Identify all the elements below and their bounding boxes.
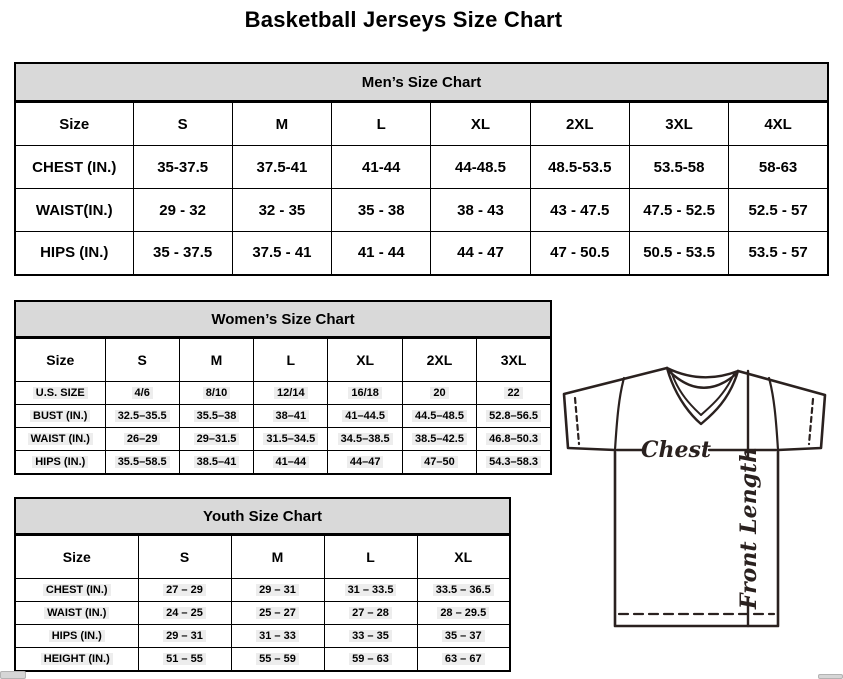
size-cell: 47–50 xyxy=(402,451,476,474)
size-cell: 22 xyxy=(477,382,551,405)
womens-size-table xyxy=(14,338,552,475)
table-row xyxy=(15,146,828,189)
size-cell: 50.5 - 53.5 xyxy=(629,232,728,275)
table-row xyxy=(15,602,510,625)
size-cell: 52.5 - 57 xyxy=(729,189,828,232)
size-cell: 34.5–38.5 xyxy=(328,428,402,451)
row-label: HIPS (IN.) xyxy=(15,451,105,474)
size-cell: 47.5 - 52.5 xyxy=(629,189,728,232)
size-cell: 41-44 xyxy=(332,146,431,189)
size-table xyxy=(14,102,829,276)
size-cell: 44-48.5 xyxy=(431,146,530,189)
youth-chart-caption: Youth Size Chart xyxy=(14,497,511,535)
size-cell: 38.5–41 xyxy=(179,451,253,474)
size-cell: 33.5 – 36.5 xyxy=(417,579,510,602)
jersey-measurement-diagram xyxy=(552,358,836,658)
column-header: XL xyxy=(417,536,510,579)
row-label: BUST (IN.) xyxy=(15,405,105,428)
size-cell: 41–44.5 xyxy=(328,405,402,428)
column-header: L xyxy=(332,103,431,146)
size-cell: 27 – 29 xyxy=(138,579,231,602)
size-table xyxy=(14,338,552,475)
size-cell: 35 - 38 xyxy=(332,189,431,232)
column-header: L xyxy=(254,339,328,382)
table-row xyxy=(15,382,551,405)
size-cell: 37.5-41 xyxy=(232,146,331,189)
page-title: Basketball Jerseys Size Chart xyxy=(244,7,563,32)
header-row xyxy=(15,339,551,382)
mens-size-chart xyxy=(14,62,829,276)
size-cell: 20 xyxy=(402,382,476,405)
column-header: M xyxy=(179,339,253,382)
size-cell: 31 – 33.5 xyxy=(324,579,417,602)
size-cell: 16/18 xyxy=(328,382,402,405)
size-cell: 55 – 59 xyxy=(231,648,324,671)
size-cell: 41–44 xyxy=(254,451,328,474)
size-cell: 35 – 37 xyxy=(417,625,510,648)
row-label: WAIST (IN.) xyxy=(15,602,138,625)
table-row xyxy=(15,428,551,451)
column-header: S xyxy=(105,339,179,382)
size-cell: 38 - 43 xyxy=(431,189,530,232)
size-cell: 48.5-53.5 xyxy=(530,146,629,189)
size-cell: 51 – 55 xyxy=(138,648,231,671)
mens-size-table xyxy=(14,102,829,276)
mens-chart-caption: Men’s Size Chart xyxy=(14,62,829,102)
column-header: 2XL xyxy=(402,339,476,382)
header-row xyxy=(15,536,510,579)
table-row xyxy=(15,625,510,648)
size-cell: 32.5–35.5 xyxy=(105,405,179,428)
size-cell: 31.5–34.5 xyxy=(254,428,328,451)
size-cell: 59 – 63 xyxy=(324,648,417,671)
womens-size-chart xyxy=(14,300,552,475)
column-header: 3XL xyxy=(477,339,551,382)
size-cell: 38.5–42.5 xyxy=(402,428,476,451)
size-cell: 37.5 - 41 xyxy=(232,232,331,275)
table-row xyxy=(15,405,551,428)
size-cell: 12/14 xyxy=(254,382,328,405)
jersey-outline xyxy=(564,368,825,626)
size-cell: 25 – 27 xyxy=(231,602,324,625)
size-cell: 29–31.5 xyxy=(179,428,253,451)
row-label: HIPS (IN.) xyxy=(15,625,138,648)
row-label: WAIST (IN.) xyxy=(15,428,105,451)
size-cell: 44 - 47 xyxy=(431,232,530,275)
front-length-label: Front Length xyxy=(736,446,762,610)
column-header: L xyxy=(324,536,417,579)
size-cell: 53.5-58 xyxy=(629,146,728,189)
size-cell: 31 – 33 xyxy=(231,625,324,648)
youth-size-chart xyxy=(14,497,511,672)
table-row xyxy=(15,189,828,232)
column-header: XL xyxy=(328,339,402,382)
row-label: CHEST (IN.) xyxy=(15,146,133,189)
column-header: S xyxy=(138,536,231,579)
column-header: M xyxy=(231,536,324,579)
column-header: 4XL xyxy=(729,103,828,146)
column-header: Size xyxy=(15,339,105,382)
row-label: CHEST (IN.) xyxy=(15,579,138,602)
size-cell: 32 - 35 xyxy=(232,189,331,232)
column-header: 3XL xyxy=(629,103,728,146)
column-header: S xyxy=(133,103,232,146)
header-row xyxy=(15,103,828,146)
size-cell: 24 – 25 xyxy=(138,602,231,625)
column-header: XL xyxy=(431,103,530,146)
size-cell: 28 – 29.5 xyxy=(417,602,510,625)
column-header: M xyxy=(232,103,331,146)
size-cell: 44.5–48.5 xyxy=(402,405,476,428)
row-label: HEIGHT (IN.) xyxy=(15,648,138,671)
womens-chart-caption: Women’s Size Chart xyxy=(14,300,552,338)
size-cell: 27 – 28 xyxy=(324,602,417,625)
table-row xyxy=(15,232,828,275)
size-cell: 35.5–58.5 xyxy=(105,451,179,474)
size-cell: 29 – 31 xyxy=(138,625,231,648)
jersey-collar xyxy=(667,368,738,424)
size-cell: 54.3–58.3 xyxy=(477,451,551,474)
size-cell: 35 - 37.5 xyxy=(133,232,232,275)
size-cell: 41 - 44 xyxy=(332,232,431,275)
size-cell: 58-63 xyxy=(729,146,828,189)
size-cell: 35.5–38 xyxy=(179,405,253,428)
youth-size-table xyxy=(14,535,511,672)
table-row xyxy=(15,579,510,602)
size-cell: 63 – 67 xyxy=(417,648,510,671)
size-cell: 29 - 32 xyxy=(133,189,232,232)
size-cell: 52.8–56.5 xyxy=(477,405,551,428)
size-cell: 47 - 50.5 xyxy=(530,232,629,275)
row-label: HIPS (IN.) xyxy=(15,232,133,275)
table-row xyxy=(15,648,510,671)
size-cell: 35-37.5 xyxy=(133,146,232,189)
size-cell: 46.8–50.3 xyxy=(477,428,551,451)
size-table xyxy=(14,535,511,672)
row-label: U.S. SIZE xyxy=(15,382,105,405)
size-cell: 53.5 - 57 xyxy=(729,232,828,275)
size-cell: 33 – 35 xyxy=(324,625,417,648)
size-cell: 44–47 xyxy=(328,451,402,474)
size-cell: 43 - 47.5 xyxy=(530,189,629,232)
column-header: Size xyxy=(15,103,133,146)
scrollbar-fragment-right[interactable] xyxy=(818,674,843,679)
table-row xyxy=(15,451,551,474)
column-header: 2XL xyxy=(530,103,629,146)
size-cell: 4/6 xyxy=(105,382,179,405)
size-cell: 26–29 xyxy=(105,428,179,451)
column-header: Size xyxy=(15,536,138,579)
row-label: WAIST(IN.) xyxy=(15,189,133,232)
scrollbar-fragment-left[interactable] xyxy=(0,671,26,679)
size-cell: 38–41 xyxy=(254,405,328,428)
size-cell: 8/10 xyxy=(179,382,253,405)
size-cell: 29 – 31 xyxy=(231,579,324,602)
chest-label: Chest xyxy=(640,437,712,463)
